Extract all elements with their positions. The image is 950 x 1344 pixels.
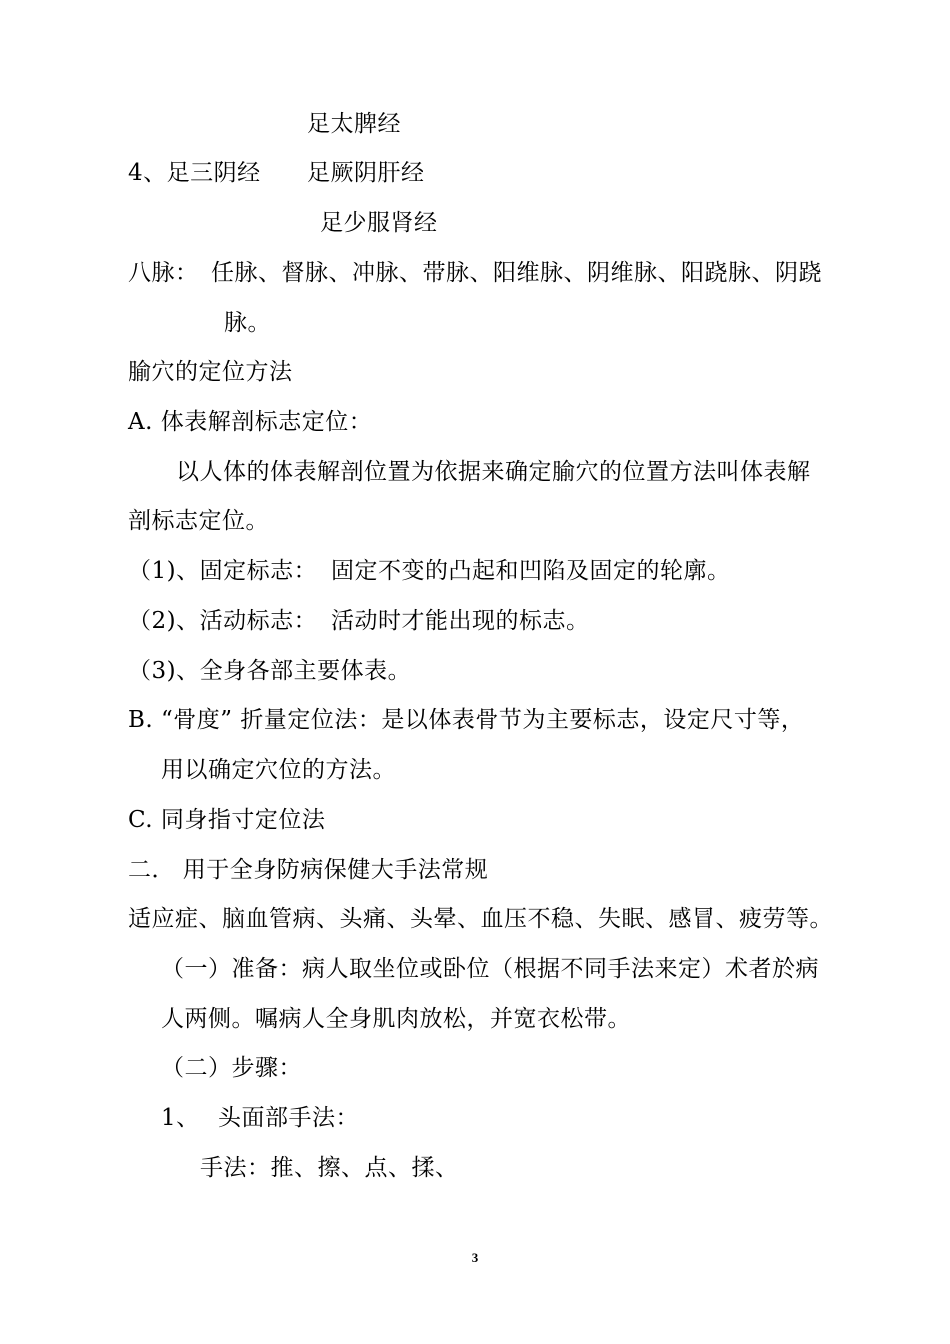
section-heading-massage-routine: 二． 用于全身防病保健大手法常规: [128, 857, 489, 883]
text-line-techniques-list: 手法：推、擦、点、揉、: [200, 1155, 459, 1181]
text-line-fixed-landmark-label: （1)、固定标志：: [128, 558, 318, 584]
text-line-method-a: A. 体表解剖标志定位：: [128, 409, 373, 435]
text-line-meridian-kidney: 足少服肾经: [320, 210, 438, 236]
text-line-method-a-desc-end: 剖标志定位。: [128, 508, 269, 534]
text-line-body-surface: （3)、全身各部主要体表。: [128, 658, 412, 684]
text-line-indications: 适应症、脑血管病、头痛、头晕、血压不稳、失眠、感冒、疲劳等。: [128, 906, 833, 932]
text-line-active-landmark-label: （2)、活动标志：: [128, 608, 318, 634]
text-line-method-b: B. “骨度” 折量定位法：是以体表骨节为主要标志，设定尺寸等，: [128, 707, 805, 733]
text-line-step-number: 1、: [161, 1105, 200, 1131]
text-line-method-a-desc: 以人体的体表解剖位置为依据来确定腧穴的位置方法叫体表解: [176, 459, 811, 485]
page-number: 3: [471, 1250, 479, 1265]
text-line-method-b-end: 用以确定穴位的方法。: [161, 757, 396, 783]
text-line-eight-vessels-label: 八脉：: [128, 260, 199, 286]
text-line-active-landmark-desc: 活动时才能出现的标志。: [331, 608, 590, 634]
text-line-preparation: （一）准备：病人取坐位或卧位（根据不同手法来定）术者於病: [161, 956, 819, 982]
text-line-meridian-spleen: 足太脾经: [307, 111, 401, 137]
text-line-head-face-technique: 头面部手法：: [218, 1105, 359, 1131]
text-line-foot-three-yin: 4、足三阴经: [128, 160, 261, 186]
text-line-method-c: C. 同身指寸定位法: [128, 807, 326, 833]
text-line-preparation-end: 人两侧。嘱病人全身肌肉放松，并宽衣松带。: [161, 1006, 631, 1032]
text-line-meridian-liver: 足厥阴肝经: [307, 160, 425, 186]
text-line-eight-vessels-end: 脉。: [224, 310, 271, 336]
section-heading-acupoint-location: 腧穴的定位方法: [128, 359, 293, 385]
text-line-eight-vessels-list: 任脉、督脉、冲脉、带脉、阳维脉、阴维脉、阳跷脉、阴跷: [211, 260, 822, 286]
text-line-fixed-landmark-desc: 固定不变的凸起和凹陷及固定的轮廓。: [331, 558, 731, 584]
text-line-steps: （二）步骤：: [161, 1055, 302, 1081]
